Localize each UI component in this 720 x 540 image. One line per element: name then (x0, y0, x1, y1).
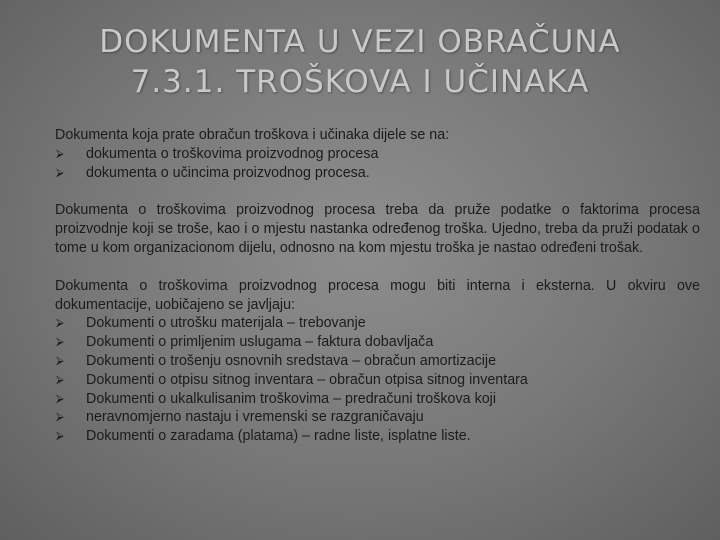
arrow-bullet-icon: ⮚ (56, 430, 64, 443)
arrow-bullet-icon: ⮚ (56, 336, 64, 349)
arrow-bullet-icon: ⮚ (56, 373, 64, 386)
list-item-text: Dokumenti o otpisu sitnog inventara – obračun otpisa sitnog inventara (86, 371, 528, 388)
arrow-bullet-icon: ⮚ (56, 317, 64, 330)
list-item (55, 390, 700, 409)
paragraph-text: Dokumenta o troškovima proizvodnog procesa treba da pruže podatke o faktorima procesa proizvodnje koji se troše, kao i o mjestu nastanka određenog troška. Ujedno, treba da pruži podatak o tome u kom organizacionom dijelu, odnosno na kom mjestu troška je nastao određeni trošak. (55, 202, 700, 256)
list-item-text: Dokumenti o ukalkulisanim troškovima – predračuni troškova koji (86, 390, 497, 407)
list-item (55, 145, 700, 164)
intro-text: Dokumenta o troškovima proizvodnog procesa mogu biti interna i eksterna. U okviru ove dokumentacije, uobičajeno se javljaju: (55, 277, 700, 313)
list-item (55, 314, 700, 333)
slide-body (55, 126, 700, 446)
list-item-text: neravnomjerno nastaju i vremenski se razgraničavaju (86, 409, 424, 426)
spacer (55, 258, 700, 277)
list-item (55, 333, 700, 352)
intro-text: Dokumenta koja prate obračun troškova i učinaka dijele se na: (55, 127, 450, 143)
arrow-bullet-icon: ⮚ (56, 411, 64, 424)
spacer (55, 182, 700, 201)
list-item-text: dokumenta o učincima proizvodnog procesa. (86, 164, 370, 181)
arrow-bullet-icon: ⮚ (56, 166, 64, 179)
list-item-text: Dokumenti o trošenju osnovnih sredstava – obračun amortizacije (86, 352, 497, 369)
arrow-bullet-icon: ⮚ (56, 392, 64, 405)
list-item-text: dokumenta o troškovima proizvodnog procesa (86, 145, 379, 162)
list-item (55, 164, 700, 183)
list-item-text: Dokumenti o primljenim uslugama – faktura dobavljača (86, 334, 434, 351)
list-item-text: Dokumenti o utrošku materijala – trebovanje (86, 315, 366, 332)
arrow-bullet-icon: ⮚ (56, 147, 64, 160)
list-item (55, 352, 700, 371)
list-item (55, 371, 700, 390)
slide-title (0, 22, 720, 102)
list-item (55, 427, 700, 446)
arrow-bullet-icon: ⮚ (56, 354, 64, 367)
title-line-2: 7.3.1. TROŠKOVA I UČINAKA (130, 64, 590, 100)
list-item-text: Dokumenti o zaradama (platama) – radne liste, isplatne liste. (86, 428, 471, 445)
list-item (55, 408, 700, 427)
title-line-1: DOKUMENTA U VEZI OBRAČUNA (99, 24, 621, 60)
